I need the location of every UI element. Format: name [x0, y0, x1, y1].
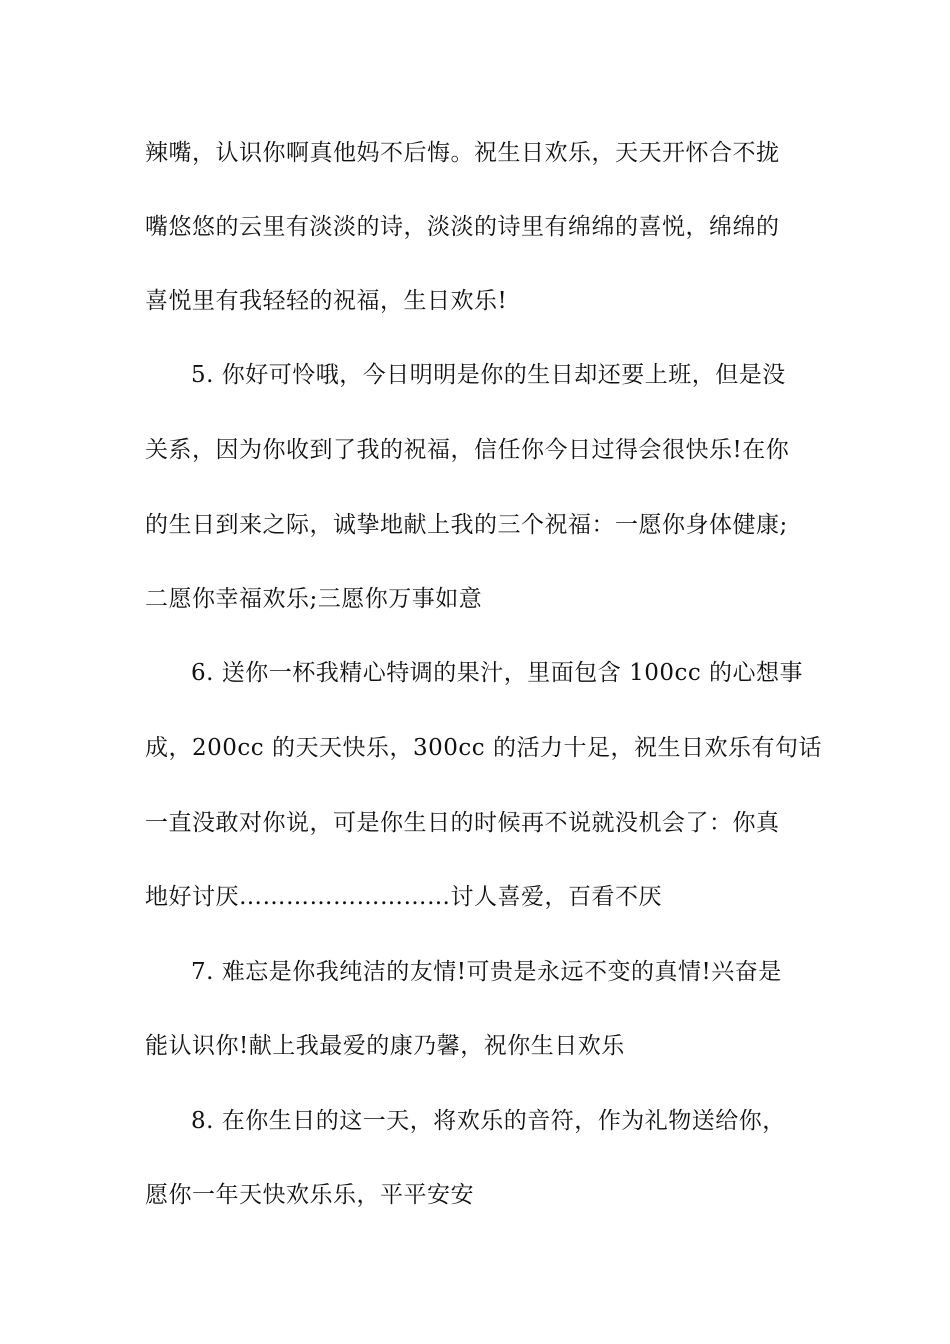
text-line: 一直没敢对你说，可是你生日的时候再不说就没机会了：你真: [145, 810, 780, 836]
text-line: 愿你一年天快欢乐乐，平平安安: [145, 1182, 474, 1208]
list-item-7: 7. 难忘是你我纯洁的友情!可贵是永远不变的真情!兴奋是: [191, 959, 782, 985]
text-line: 喜悦里有我轻轻的祝福，生日欢乐!: [145, 288, 508, 314]
list-item-5: 5. 你好可怜哦，今日明明是你的生日却还要上班，但是没: [191, 362, 786, 388]
text-line: 能认识你!献上我最爱的康乃馨，祝你生日欢乐: [145, 1033, 625, 1059]
text-line: 辣嘴，认识你啊真他妈不后悔。祝生日欢乐，天天开怀合不拢: [145, 140, 780, 166]
text-line: 二愿你幸福欢乐;三愿你万事如意: [145, 586, 483, 612]
text-line: 成，200cc 的天天快乐，300cc 的活力十足，祝生日欢乐有句话: [145, 735, 822, 761]
list-item-6: 6. 送你一杯我精心特调的果汁，里面包含 100cc 的心想事: [191, 660, 804, 686]
text-line: 关系，因为你收到了我的祝福，信任你今日过得会很快乐!在你: [145, 437, 790, 463]
text-line: 的生日到来之际，诚挚地献上我的三个祝福：一愿你身体健康;: [145, 512, 788, 538]
text-line: 地好讨厌………………………讨人喜爱，百看不厌: [145, 884, 662, 910]
text-line: 嘴悠悠的云里有淡淡的诗，淡淡的诗里有绵绵的喜悦，绵绵的: [145, 214, 780, 240]
list-item-8: 8. 在你生日的这一天，将欢乐的音符，作为礼物送给你，: [191, 1108, 786, 1134]
